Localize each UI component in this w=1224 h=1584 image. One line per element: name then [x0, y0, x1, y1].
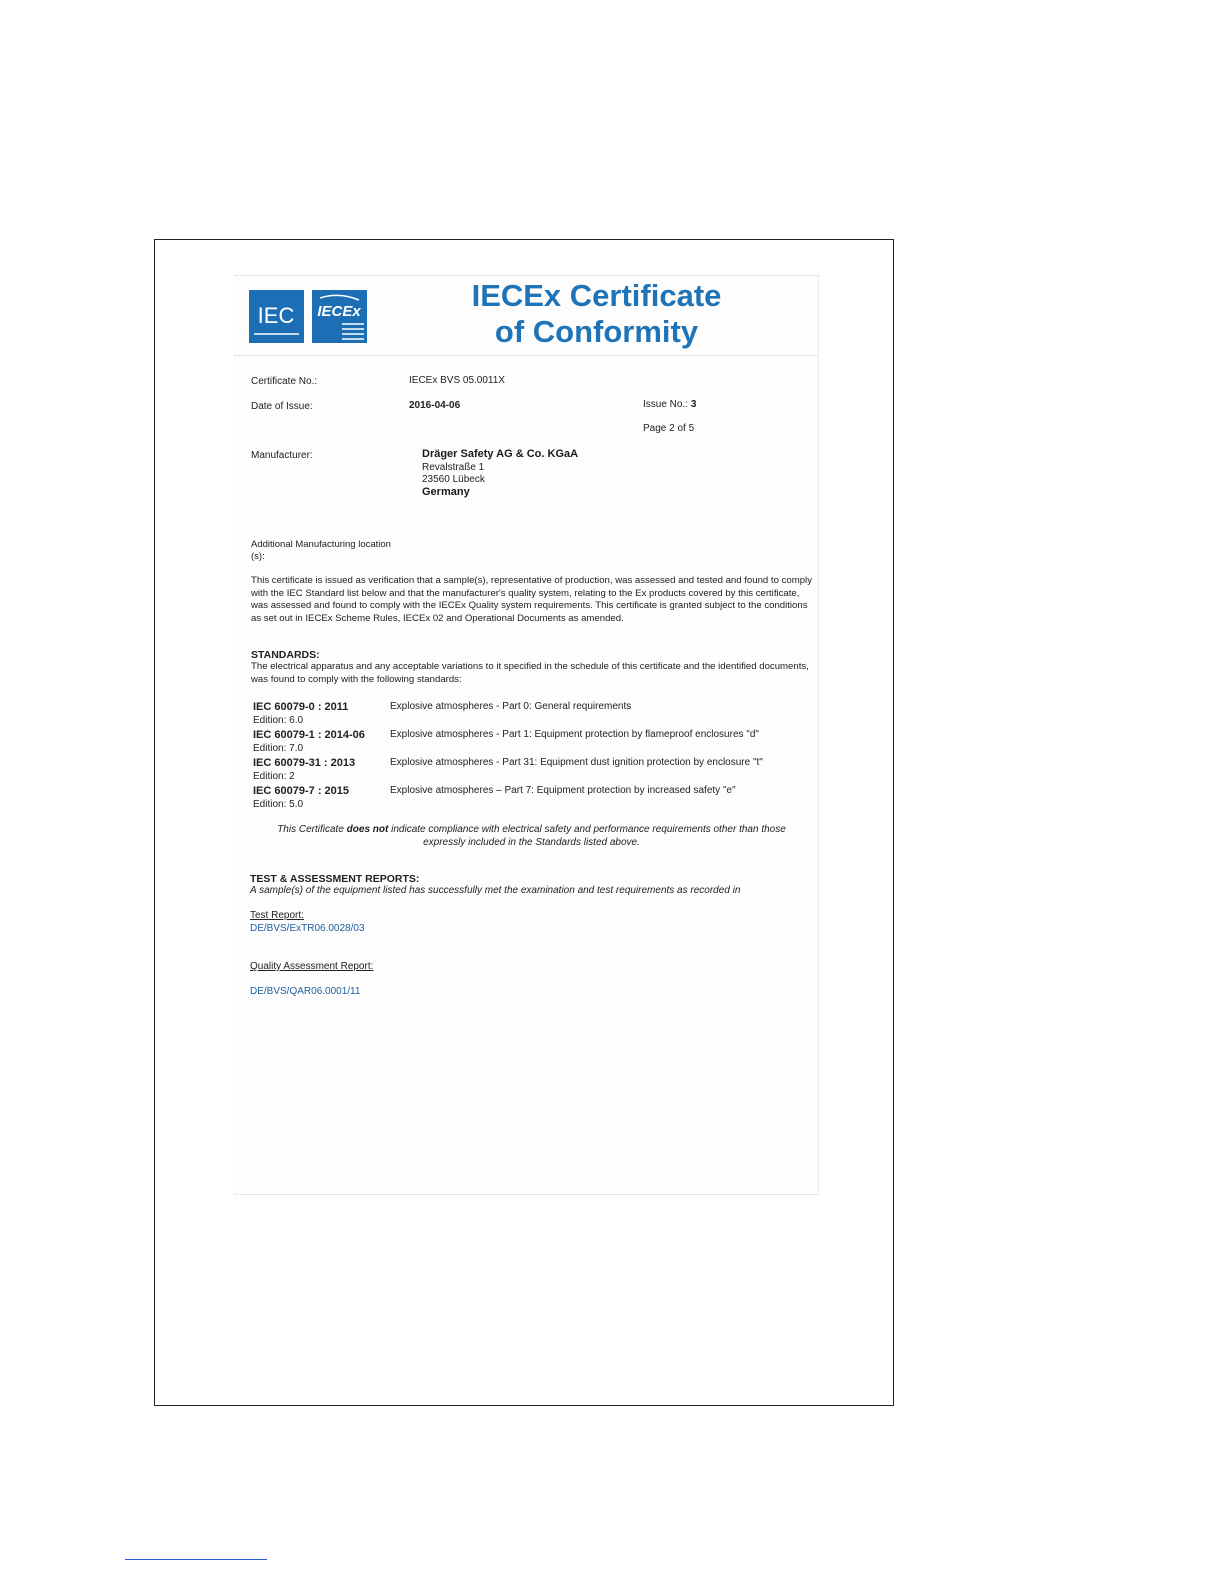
standard-code: IEC 60079-1 : 2014-06	[253, 729, 365, 741]
manufacturer-label: Manufacturer:	[251, 450, 313, 461]
footnote-separator	[125, 1559, 267, 1560]
date-of-issue-value: 2016-04-06	[409, 400, 461, 411]
disclaimer-prefix: This Certificate	[277, 824, 347, 835]
standard-edition: Edition: 5.0	[253, 799, 304, 810]
manufacturer-city: 23560 Lübeck	[422, 474, 485, 485]
certificate-number-label: Certificate No.:	[251, 376, 318, 387]
reports-heading: TEST & ASSESSMENT REPORTS:	[250, 873, 420, 885]
additional-location-label-2: (s):	[251, 551, 265, 562]
issue-number-label: Issue No.:	[643, 399, 689, 410]
standard-description: Explosive atmospheres - Part 31: Equipment dust ignition protection by enclosure "t"	[390, 757, 763, 768]
standard-code: IEC 60079-7 : 2015	[253, 785, 350, 797]
reports-intro: A sample(s) of the equipment listed has successfully met the examination and test requirements as recorded in	[250, 885, 741, 896]
standard-description: Explosive atmospheres - Part 0: General requirements	[390, 701, 632, 712]
test-report-label: Test Report:	[250, 910, 304, 921]
standard-description: Explosive atmospheres - Part 1: Equipment protection by flameproof enclosures "d"	[390, 729, 759, 740]
qa-report-label: Quality Assessment Report:	[250, 961, 374, 972]
issue-number-value: 3	[690, 399, 697, 410]
manufacturer-country: Germany	[422, 486, 470, 498]
standards-intro: The electrical apparatus and any acceptable variations to it specified in the schedule of this certificate and the identified documents, was found to comply with the following standards:	[251, 661, 809, 685]
iecex-logo-text: IECEx	[317, 303, 361, 320]
standard-edition: Edition: 2	[253, 771, 295, 782]
iec-logo	[249, 290, 304, 343]
test-report-value: DE/BVS/ExTR06.0028/03	[250, 923, 365, 934]
manufacturer-name: Dräger Safety AG & Co. KGaA	[422, 448, 579, 460]
standard-edition: Edition: 6.0	[253, 715, 304, 726]
standard-description: Explosive atmospheres – Part 7: Equipment protection by increased safety "e"	[390, 785, 736, 796]
iec-logo-text: IEC	[257, 303, 295, 328]
header-divider	[234, 355, 818, 356]
intro-paragraph: This certificate is issued as verification that a sample(s), representative of production, was assessed and tested and found to comply with the IEC Standard list below and that the manufacturer's quality system, relating to the Ex products covered by this certificate, was assessed and found to comply with the IECEx Quality system requirements. This certificate is granted subject to the conditions as set out in IECEx Scheme Rules, IECEx 02 and Operational Documents as amended.	[251, 575, 812, 624]
standard-code: IEC 60079-31 : 2013	[253, 757, 356, 769]
certificate-number-value: IECEx BVS 05.0011X	[409, 375, 505, 386]
standard-code: IEC 60079-0 : 2011	[253, 701, 349, 713]
title-line-1: IECEx Certificate	[471, 278, 722, 313]
page-indicator: Page 2 of 5	[643, 423, 695, 434]
standards-heading: STANDARDS:	[251, 649, 320, 661]
disclaimer	[254, 824, 809, 849]
date-of-issue-label: Date of Issue:	[251, 401, 313, 412]
disclaimer-line2: expressly included in the Standards listed above.	[423, 836, 640, 848]
disclaimer-line1: indicate compliance with electrical safety and performance requirements other than those	[388, 824, 786, 835]
additional-location-label-1: Additional Manufacturing location	[251, 539, 391, 550]
iecex-logo	[312, 290, 367, 343]
qa-report-value: DE/BVS/QAR06.0001/11	[250, 986, 361, 997]
certificate-scan	[234, 275, 819, 1195]
issue-number	[643, 399, 696, 410]
title-line-2: of Conformity	[494, 314, 699, 349]
manufacturer-street: Revalstraße 1	[422, 462, 485, 473]
disclaimer-bold: does not	[346, 824, 389, 835]
standard-edition: Edition: 7.0	[253, 743, 304, 754]
